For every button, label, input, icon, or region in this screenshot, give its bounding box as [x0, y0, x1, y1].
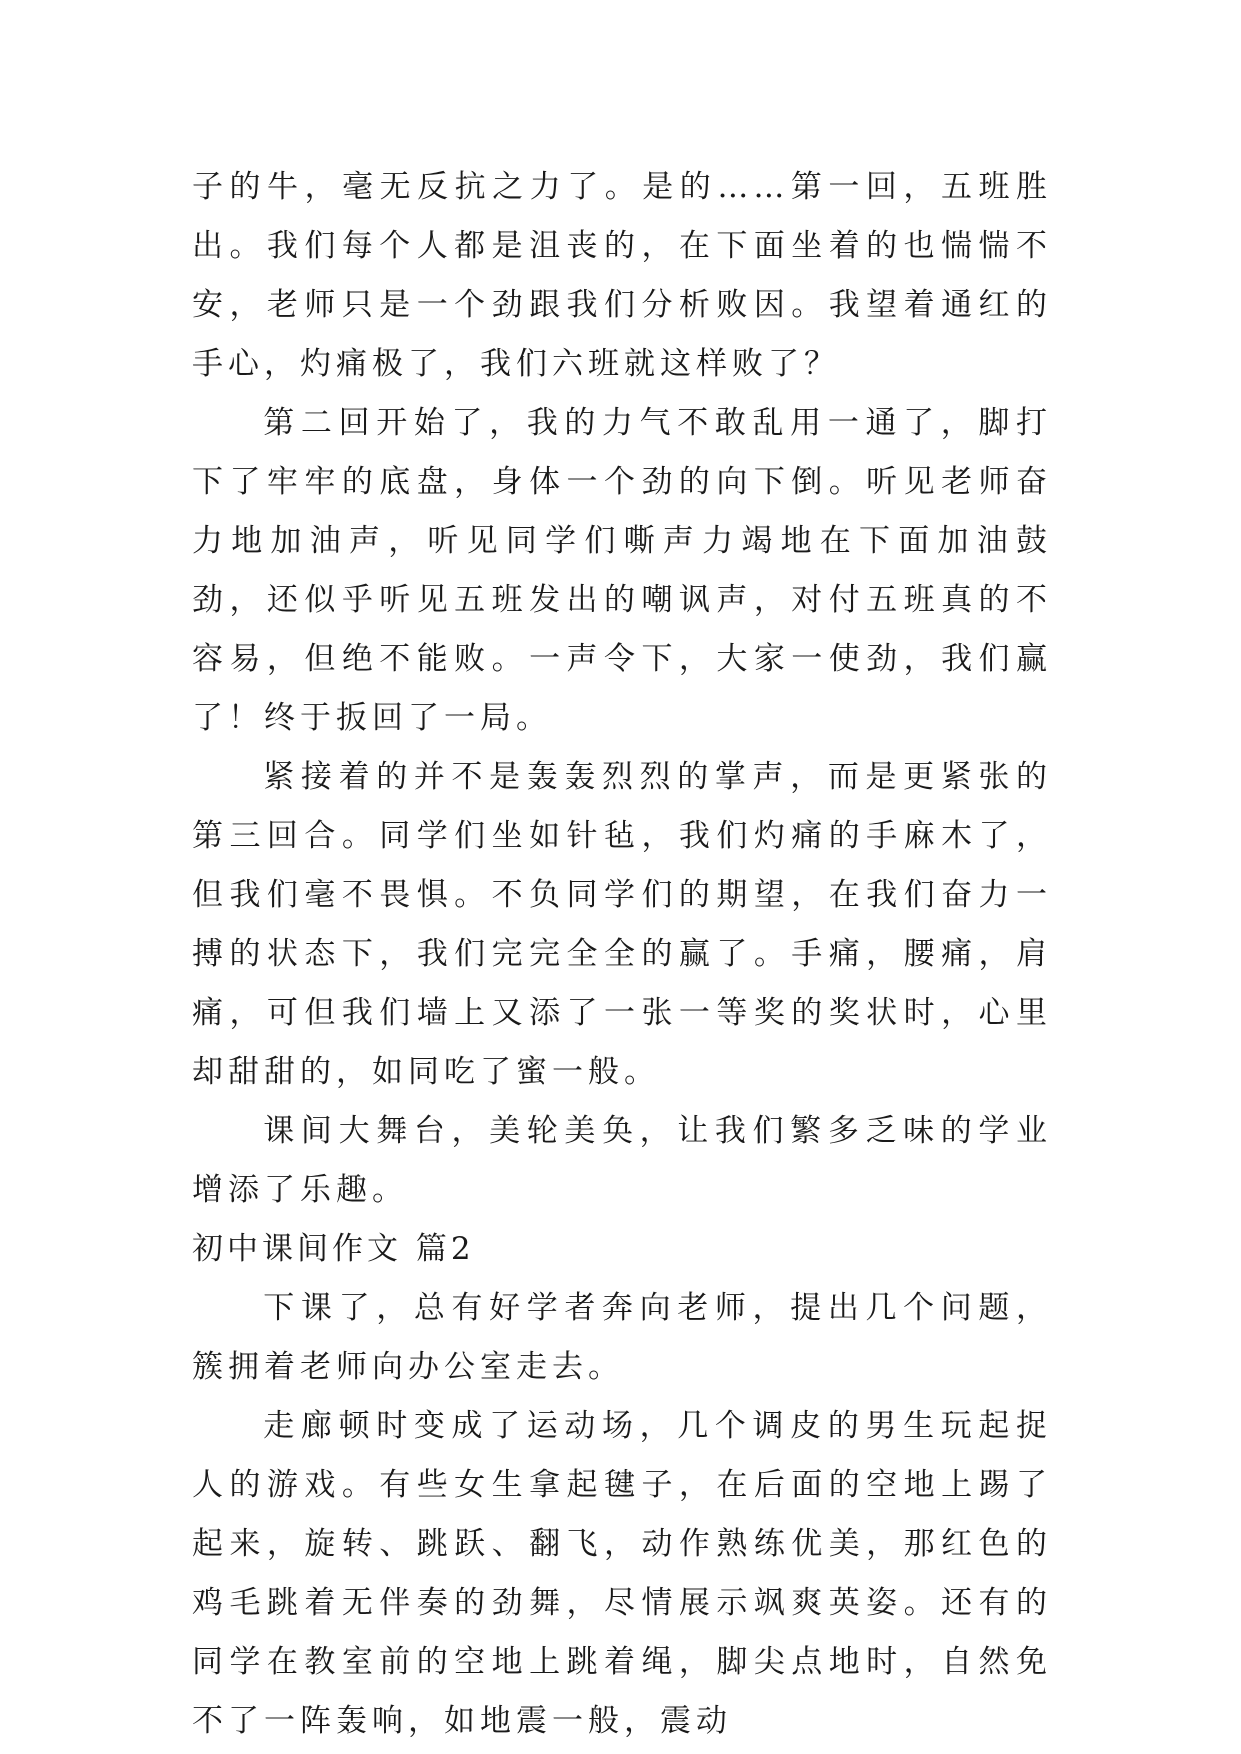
document-body	[192, 158, 1052, 1751]
section-heading: 初中课间作文 篇2	[192, 1231, 475, 1267]
paragraph-second-round: 第二回开始了，我的力气不敢乱用一通了，脚打下了牢牢的底盘，身体一个劲的向下倒。听见老师奋力地加油声，听见同学们嘶声力竭地在下面加油鼓劲，还似乎听见五班发出的嘲讽声，对付五班真的不容易，但绝不能败。一声令下，大家一使劲，我们赢了！终于扳回了一局。	[192, 405, 1052, 736]
paragraph-third-round: 紧接着的并不是轰轰烈烈的掌声，而是更紧张的第三回合。同学们坐如针毡，我们灼痛的手麻木了，但我们毫不畏惧。不负同学们的期望，在我们奋力一搏的状态下，我们完完全全的赢了。手痛，腰痛，肩痛，可但我们墙上又添了一张一等奖的奖状时，心里却甜甜的，如同吃了蜜一般。	[192, 759, 1052, 1090]
paragraph-after-class: 下课了，总有好学者奔向老师，提出几个问题，簇拥着老师向办公室走去。	[192, 1290, 1052, 1385]
paragraph-continuation: 子的牛，毫无反抗之力了。是的……第一回，五班胜出。我们每个人都是沮丧的，在下面坐着的也惴惴不安，老师只是一个劲跟我们分析败因。我望着通红的手心，灼痛极了，我们六班就这样败了？	[192, 169, 1052, 382]
paragraph-conclusion: 课间大舞台，美轮美奂，让我们繁多乏味的学业增添了乐趣。	[192, 1113, 1052, 1208]
paragraph-corridor: 走廊顿时变成了运动场，几个调皮的男生玩起捉人的游戏。有些女生拿起毽子，在后面的空地上踢了起来，旋转、跳跃、翻飞，动作熟练优美，那红色的鸡毛跳着无伴奏的劲舞，尽情展示飒爽英姿。还有的同学在教室前的空地上跳着绳，脚尖点地时，自然免不了一阵轰响，如地震一般，震动	[192, 1408, 1052, 1739]
